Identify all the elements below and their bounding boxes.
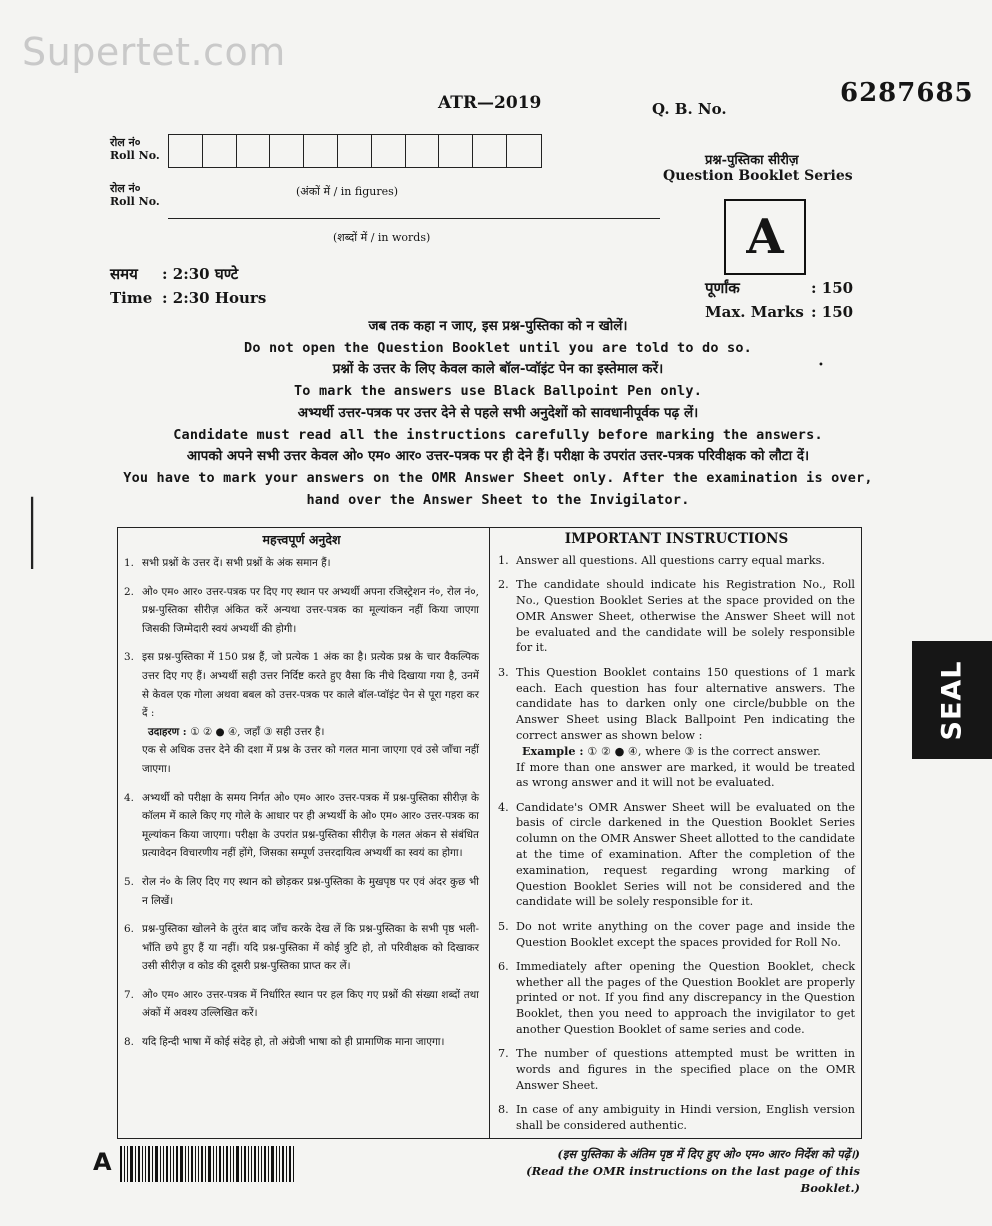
barcode-bar xyxy=(268,1146,269,1182)
barcode-bar xyxy=(138,1146,140,1182)
barcode-bar xyxy=(142,1146,143,1182)
roll-digit-box[interactable] xyxy=(237,135,271,167)
item-text: This Question Booklet contains 150 questions of 1 mark each. Each question has four alternative answers. The candidate has to darken only one circle/bubble on the Answer Sheet using Black Ballpoint Pen indicating the correct answer as shown below : xyxy=(516,665,855,742)
barcode-bar xyxy=(145,1146,146,1182)
barcode-bar xyxy=(279,1146,280,1182)
list-item xyxy=(498,1046,855,1093)
item-number: 1. xyxy=(498,554,509,567)
barcode-bar xyxy=(188,1146,189,1182)
item-number: 4. xyxy=(124,791,134,804)
barcode-bar xyxy=(289,1146,291,1182)
seal-label: SEAL xyxy=(936,660,968,740)
notice-line-english: Do not open the Question Booklet until you are told to do so. xyxy=(244,339,752,356)
example-line xyxy=(516,744,855,760)
barcode-bar xyxy=(216,1146,217,1182)
list-item xyxy=(124,648,479,778)
time-block: समय : 2:30 घण्टे Time : 2:30 Hours xyxy=(110,262,266,310)
example-label: Example : xyxy=(522,743,584,758)
notice-block xyxy=(120,316,876,511)
item-text: यदि हिन्दी भाषा में कोई संदेह हो, तो अंग्रेजी भाषा को ही प्रामाणिक माना जाएगा। xyxy=(142,1036,445,1049)
item-number: 8. xyxy=(124,1036,134,1049)
footer-note xyxy=(488,1146,860,1197)
notice-line-english: Candidate must read all the instructions carefully before marking the answers. xyxy=(173,426,823,443)
item-text: Do not write anything on the cover page and inside the Question Booklet except the spaces provided for Roll No. xyxy=(516,919,855,949)
roll-label-english: Roll No. xyxy=(110,149,160,162)
barcode-bar xyxy=(282,1146,284,1182)
series-value: A xyxy=(746,209,784,265)
roll-digit-box[interactable] xyxy=(473,135,507,167)
barcode-bar xyxy=(176,1146,178,1182)
barcode-bar xyxy=(185,1146,186,1182)
item-number: 7. xyxy=(124,988,134,1001)
list-item xyxy=(124,986,479,1023)
footer-note-hindi: (इस पुस्तिका के अंतिम पृष्ठ में दिए हुए ओ० एम० आर० निर्देश को पढ़ें।) xyxy=(557,1147,860,1161)
series-label-english: Question Booklet Series xyxy=(663,168,853,184)
question-booklet-number-label: Q. B. No. xyxy=(652,100,727,118)
time-label-english: Time xyxy=(110,289,153,307)
barcode xyxy=(120,1146,320,1182)
item-text-continued: एक से अधिक उत्तर देने की दशा में प्रश्न के उत्तर को गलत माना जाएगा एवं उसे जाँचा नहीं जाएगा। xyxy=(142,744,479,775)
instructions-hindi xyxy=(118,528,490,1138)
barcode-bar xyxy=(155,1146,158,1182)
barcode-bar xyxy=(213,1146,214,1182)
barcode-bar xyxy=(286,1146,287,1182)
barcode-bar xyxy=(251,1146,252,1182)
marks-label-english: Max. Marks xyxy=(705,303,804,321)
example-tail: where ③ is the correct answer. xyxy=(645,744,821,758)
list-item xyxy=(124,554,479,573)
barcode-bar xyxy=(244,1146,246,1182)
roll-words-note: (शब्दों में / in words) xyxy=(333,231,431,244)
barcode-bar xyxy=(166,1146,168,1182)
list-item xyxy=(498,919,855,951)
notice-line-english: You have to mark your answers on the OMR Answer Sheet only. After the examination is over, hand over the Answer Sheet to the Invigilator. xyxy=(123,469,873,508)
barcode-bar xyxy=(226,1146,228,1182)
watermark: Supertet.com xyxy=(22,30,286,74)
item-number: 1. xyxy=(124,557,134,569)
roll-label-hindi: रोल नं० xyxy=(110,136,141,149)
barcode-bar xyxy=(201,1146,203,1182)
barcode-bar xyxy=(219,1146,221,1182)
list-item xyxy=(124,920,479,976)
list-item xyxy=(498,577,855,656)
roll-words-line[interactable] xyxy=(168,218,660,219)
item-number: 8. xyxy=(498,1103,509,1117)
roll-digit-box[interactable] xyxy=(372,135,406,167)
instructions-english-title: IMPORTANT INSTRUCTIONS xyxy=(564,531,789,547)
roll-digit-box[interactable] xyxy=(507,135,541,167)
item-number: 5. xyxy=(124,875,134,888)
item-text: रोल नं० के लिए दिए गए स्थान को छोड़कर प्रश्न-पुस्तिका के मुखपृष्ठ पर एवं अंदर कुछ भी न लिखें। xyxy=(142,875,479,907)
margin-bracket-mark: | xyxy=(27,485,37,569)
roll-words-label xyxy=(110,182,160,208)
item-number: 6. xyxy=(124,923,134,936)
barcode-bar xyxy=(152,1146,153,1182)
roll-figures-label xyxy=(110,136,160,162)
barcode-bar xyxy=(148,1146,150,1182)
barcode-bar xyxy=(135,1146,136,1182)
item-text: The candidate should indicate his Registration No., Roll No., Question Booklet Series at the space provided on the OMR Answer Sheet, otherwise the Answer Sheet will not be evaluated and the candidate will be solely responsible for it. xyxy=(516,578,855,655)
item-number: 3. xyxy=(124,651,134,664)
barcode-bar xyxy=(173,1146,174,1182)
item-number: 7. xyxy=(498,1047,509,1061)
instructions-box xyxy=(117,527,862,1139)
barcode-bar xyxy=(293,1146,294,1182)
question-booklet-number: 6287685 xyxy=(840,78,974,108)
item-text: सभी प्रश्नों के उत्तर दें। सभी प्रश्नों के अंक समान हैं। xyxy=(142,557,331,569)
barcode-bar xyxy=(208,1146,211,1182)
time-value-english: 2:30 Hours xyxy=(172,289,267,307)
barcode-bar xyxy=(271,1146,274,1182)
roll-number-boxes[interactable] xyxy=(168,134,542,168)
barcode-bar xyxy=(264,1146,266,1182)
item-text: Candidate's OMR Answer Sheet will be evaluated on the basis of circle darkened in the Question Booklet Series column on the OMR Answer Sheet allotted to the candidate at the time of examination. After the completion of the examination, request regarding wrong marking of Question Booklet Series will not be considered and the candidate will be solely responsible for it. xyxy=(516,800,855,909)
list-item xyxy=(498,1102,855,1134)
item-text: ओ० एम० आर० उत्तर-पत्रक में निर्धारित स्थान पर हल किए गए प्रश्नों की संख्या शब्दों तथा अंकों में अवश्य उल्लिखित करें। xyxy=(142,988,479,1020)
barcode-bar xyxy=(130,1146,133,1182)
item-text: Answer all questions. All questions carry equal marks. xyxy=(516,554,825,567)
barcode-bar xyxy=(230,1146,231,1182)
roll-digit-box[interactable] xyxy=(203,135,237,167)
barcode-bar xyxy=(160,1146,161,1182)
series-label-hindi: प्रश्न-पुस्तिका सीरीज़ xyxy=(705,153,799,168)
item-number: 6. xyxy=(498,959,509,973)
time-value-hindi: 2:30 घण्टे xyxy=(172,265,239,283)
item-text: प्रश्न-पुस्तिका खोलने के तुरंत बाद जाँच करके देख लें कि प्रश्न-पुस्तिका के सभी पृष्ठ भली-भाँति छपे हुए हैं या नहीं। यदि प्रश्न-पुस्तिका में कोई त्रुटि हो, तो परिवीक्षक को दिखाकर उसी सीरीज़ व कोड की दूसरी प्रश्न-पुस्तिका प्राप्त कर लें। xyxy=(142,923,479,973)
list-item xyxy=(124,583,479,639)
example-line xyxy=(142,723,479,742)
barcode-bar xyxy=(195,1146,196,1182)
item-text: In case of any ambiguity in Hindi version, English version shall be considered authentic. xyxy=(516,1103,855,1132)
barcode-bar xyxy=(261,1146,262,1182)
barcode-bar xyxy=(276,1146,277,1182)
roll-digit-box[interactable] xyxy=(338,135,372,167)
item-text-continued: If more than one answer are marked, it would be treated as wrong answer and it will not be evaluated. xyxy=(516,760,855,790)
example-tail: जहाँ ③ सही उत्तर है। xyxy=(244,725,325,738)
item-text: The number of questions attempted must be written in words and figures in the specified place on the OMR Answer Sheet. xyxy=(516,1047,855,1092)
barcode-bar xyxy=(198,1146,199,1182)
barcode-bar xyxy=(170,1146,171,1182)
item-text: Immediately after opening the Question Booklet, check whether all the pages of the Question Booklet are properly printed or not. If you find any discrepancy in the Question Booklet, then you need to approach the invigilator to get another Question Booklet of same series and code. xyxy=(516,959,855,1037)
roll-digit-box[interactable] xyxy=(270,135,304,167)
barcode-bar xyxy=(258,1146,259,1182)
stray-mark: • xyxy=(818,360,824,371)
barcode-bar xyxy=(191,1146,193,1182)
item-number: 4. xyxy=(498,800,509,814)
item-number: 5. xyxy=(498,919,509,933)
barcode-bar xyxy=(248,1146,249,1182)
barcode-bar xyxy=(163,1146,164,1182)
barcode-bar xyxy=(180,1146,183,1182)
roll-digit-box[interactable] xyxy=(439,135,473,167)
item-number: 3. xyxy=(498,665,509,679)
item-body xyxy=(142,648,479,778)
notice-line-hindi: आपको अपने सभी उत्तर केवल ओ० एम० आर० उत्तर-पत्रक पर ही देने हैं। परीक्षा के उपरांत उत्तर-पत्रक परिवीक्षक को लौटा दें। xyxy=(186,448,810,465)
list-item xyxy=(124,873,479,910)
list-item xyxy=(498,553,855,569)
list-item xyxy=(498,800,855,911)
notice-line-hindi: प्रश्नों के उत्तर के लिए केवल काले बॉल-प्वॉइंट पेन का इस्तेमाल करें। xyxy=(332,361,664,378)
roll-label-hindi: रोल नं० xyxy=(110,182,141,195)
item-text: अभ्यर्थी को परीक्षा के समय निर्गत ओ० एम० आर० उत्तर-पत्रक में प्रश्न-पुस्तिका सीरीज़ के कॉलम में काले किए गए गोले के आधार पर ही अभ्यर्थी के ओ० एम० आर० उत्तर-पत्रक का मूल्यांकन किया जाएगा। परीक्षा के उपरांत प्रश्न-पुस्तिका सीरीज़ के गलत अंकन से संबंधित प्रत्यावेदन विचारणीय नहीं होंगे, जिसका सम्पूर्ण उत्तरदायित्व अभ्यर्थी का स्वयं का होगा। xyxy=(142,791,479,860)
barcode-bar xyxy=(233,1146,234,1182)
marks-label-hindi: पूर्णांक xyxy=(705,279,740,297)
list-item xyxy=(124,789,479,863)
item-number: 2. xyxy=(498,578,509,592)
marks-value-english: : 150 xyxy=(811,303,854,321)
barcode-bar xyxy=(205,1146,206,1182)
roll-figures-note: (अंकों में / in figures) xyxy=(296,185,399,198)
barcode-bar xyxy=(120,1146,122,1182)
roll-digit-box[interactable] xyxy=(406,135,440,167)
barcode-bar xyxy=(236,1146,239,1182)
instructions-english xyxy=(490,528,861,1138)
barcode-bar xyxy=(127,1146,128,1182)
notice-line-hindi: अभ्यर्थी उत्तर-पत्रक पर उत्तर देने से पहले सभी अनुदेशों को सावधानीपूर्वक पढ़ लें। xyxy=(297,404,699,421)
list-item xyxy=(124,1033,479,1052)
footer-note-english: (Read the OMR instructions on the last page of this Booklet.) xyxy=(526,1164,860,1195)
barcode-bar xyxy=(254,1146,256,1182)
item-body xyxy=(516,665,855,791)
roll-digit-box[interactable] xyxy=(304,135,338,167)
series-box xyxy=(724,199,806,275)
item-text: इस प्रश्न-पुस्तिका में 150 प्रश्न हैं, जो प्रत्येक 1 अंक का है। प्रत्येक प्रश्न के चार वैकल्पिक उत्तर दिए गए हैं। अभ्यर्थी सही उत्तर निर्दिष्ट करते हुए वैसा कि नीचे दिखाया गया है, उनमें से केवल एक गोला अथवा बबल को उत्तर-पत्रक पर काले बॉल-प्वॉइंट पेन से पूरा गहरा कर दें : xyxy=(142,651,479,720)
instructions-hindi-title: महत्त्वपूर्ण अनुदेश xyxy=(262,532,341,547)
list-item xyxy=(498,665,855,791)
item-number: 2. xyxy=(124,585,134,598)
notice-line-hindi: जब तक कहा न जाए, इस प्रश्न-पुस्तिका को न खोलें। xyxy=(368,318,628,334)
example-bubbles: ① ② ● ④, xyxy=(190,725,241,738)
footer-series-mark: A xyxy=(93,1148,112,1176)
notice-line-english: To mark the answers use Black Ballpoint Pen only. xyxy=(293,383,703,400)
example-bubbles: ① ② ● ④, xyxy=(587,744,642,758)
list-item xyxy=(498,959,855,1038)
seal-tab xyxy=(912,641,992,759)
marks-value-hindi: : 150 xyxy=(811,279,854,297)
time-label-hindi: समय xyxy=(110,265,138,283)
barcode-bar xyxy=(124,1146,125,1182)
item-text: ओ० एम० आर० उत्तर-पत्रक पर दिए गए स्थान पर अभ्यर्थी अपना रजिस्ट्रेशन नं०, रोल नं०, प्रश्न-पुस्तिका सीरीज़ अंकित करें अन्यथा उत्तर-पत्रक का मूल्यांकन नहीं किया जाएगा जिसकी जिम्मेदारी स्वयं अभ्यर्थी की होगी। xyxy=(142,585,479,635)
roll-digit-box[interactable] xyxy=(169,135,203,167)
example-label: उदाहरण : xyxy=(148,725,187,738)
barcode-bar xyxy=(241,1146,242,1182)
roll-label-english: Roll No. xyxy=(110,195,160,208)
exam-code: ATR—2019 xyxy=(438,93,542,113)
barcode-bar xyxy=(223,1146,224,1182)
